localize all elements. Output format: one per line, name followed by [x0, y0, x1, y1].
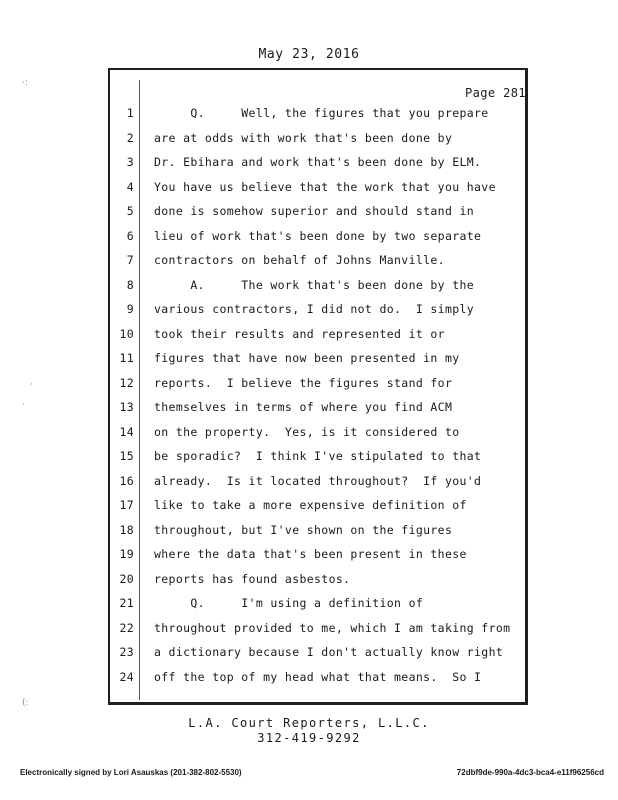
line-number: 21: [119, 596, 134, 610]
line-number: 4: [126, 179, 134, 194]
transcript-line: [108, 106, 528, 126]
line-number: 17: [119, 498, 134, 512]
line-number: 7: [126, 253, 134, 267]
transcript-line: [108, 204, 528, 224]
transcript-line: [108, 376, 528, 396]
transcript-line: [108, 327, 528, 347]
line-text: like to take a more expensive definition of: [154, 498, 467, 512]
line-text: reports. I believe the figures stand for: [154, 375, 453, 390]
transcript-line: [108, 400, 528, 420]
transcript-line: [108, 670, 528, 690]
line-text: Q. I'm using a definition of: [154, 596, 424, 610]
line-number: 6: [126, 228, 134, 243]
line-number: 16: [119, 473, 134, 488]
transcript-line: [108, 180, 528, 200]
scan-mark: (:: [22, 698, 29, 708]
transcript-line: [108, 253, 528, 273]
line-text: various contractors, I did not do. I simply: [154, 302, 475, 316]
transcript-line: [108, 474, 528, 494]
line-text: took their results and represented it or: [154, 326, 445, 341]
transcript-line: [108, 621, 528, 641]
transcript-line: [108, 302, 528, 322]
line-number: 19: [119, 547, 134, 561]
reporter-company: L.A. Court Reporters, L.L.C.: [188, 716, 430, 730]
transcript-line: [108, 645, 528, 665]
transcript-line: [108, 229, 528, 249]
line-number: 24: [119, 669, 134, 684]
line-number: 8: [126, 277, 134, 292]
line-number: 22: [119, 620, 134, 635]
transcript-line: [108, 351, 528, 371]
scan-mark: ·: [22, 400, 25, 410]
transcript-line: [108, 572, 528, 592]
transcript-date: May 23, 2016: [258, 47, 360, 62]
line-text: Dr. Ebihara and work that's been done by ELM.: [154, 155, 482, 169]
line-text: reports has found asbestos.: [154, 571, 351, 586]
transcript-line: [108, 498, 528, 518]
reporter-phone: 312-419-9292: [257, 731, 361, 745]
transcript-line: [108, 596, 528, 616]
line-text: on the property. Yes, is it considered to: [154, 424, 460, 439]
line-text: be sporadic? I think I've stipulated to that: [154, 449, 482, 463]
line-number: 10: [119, 326, 134, 341]
line-text: are at odds with work that's been done by: [154, 130, 453, 145]
transcript-line: [108, 131, 528, 151]
line-text: a dictionary because I don't actually know right: [154, 645, 504, 659]
line-number: 9: [126, 302, 134, 316]
transcript-line: [108, 278, 528, 298]
line-number: 1: [126, 106, 134, 120]
line-number: 5: [126, 204, 134, 218]
line-number: 15: [119, 449, 134, 463]
electronic-signature: Electronically signed by Lori Asauskas (201-382-802-5530): [20, 768, 242, 777]
line-text: lieu of work that's been done by two separate: [154, 228, 482, 243]
line-number: 11: [119, 351, 134, 365]
line-text: contractors on behalf of Johns Manville.: [154, 253, 445, 267]
line-number: 18: [119, 522, 134, 537]
line-number: 23: [119, 645, 134, 659]
scan-mark: ·:: [22, 78, 28, 88]
line-text: done is somehow superior and should stand in: [154, 204, 475, 218]
line-number: 3: [126, 155, 134, 169]
page-number: Page 281: [465, 86, 526, 100]
line-number: 2: [126, 130, 134, 145]
transcript-line: [108, 547, 528, 567]
line-number: 12: [119, 375, 134, 390]
line-text: You have us believe that the work that you have: [154, 179, 496, 194]
line-text: off the top of my head what that means. So I: [154, 669, 482, 684]
line-number: 13: [119, 400, 134, 414]
scan-mark: ·: [30, 380, 33, 390]
line-text: throughout provided to me, which I am taking from: [154, 620, 511, 635]
transcript-line: [108, 523, 528, 543]
line-text: throughout, but I've shown on the figures: [154, 522, 453, 537]
line-text: where the data that's been present in these: [154, 547, 467, 561]
transcript-line: [108, 155, 528, 175]
line-text: themselves in terms of where you find ACM: [154, 400, 453, 414]
transcript-line: [108, 449, 528, 469]
line-text: figures that have now been presented in my: [154, 351, 460, 365]
line-text: A. The work that's been done by the: [154, 277, 475, 292]
transcript-line: [108, 425, 528, 445]
line-text: Q. Well, the figures that you prepare: [154, 106, 489, 120]
line-number: 14: [119, 424, 134, 439]
line-text: already. Is it located throughout? If you'd: [154, 473, 482, 488]
document-hash: 72dbf9de-990a-4dc3-bca4-e11f96256cd: [456, 768, 604, 777]
line-number: 20: [119, 571, 134, 586]
